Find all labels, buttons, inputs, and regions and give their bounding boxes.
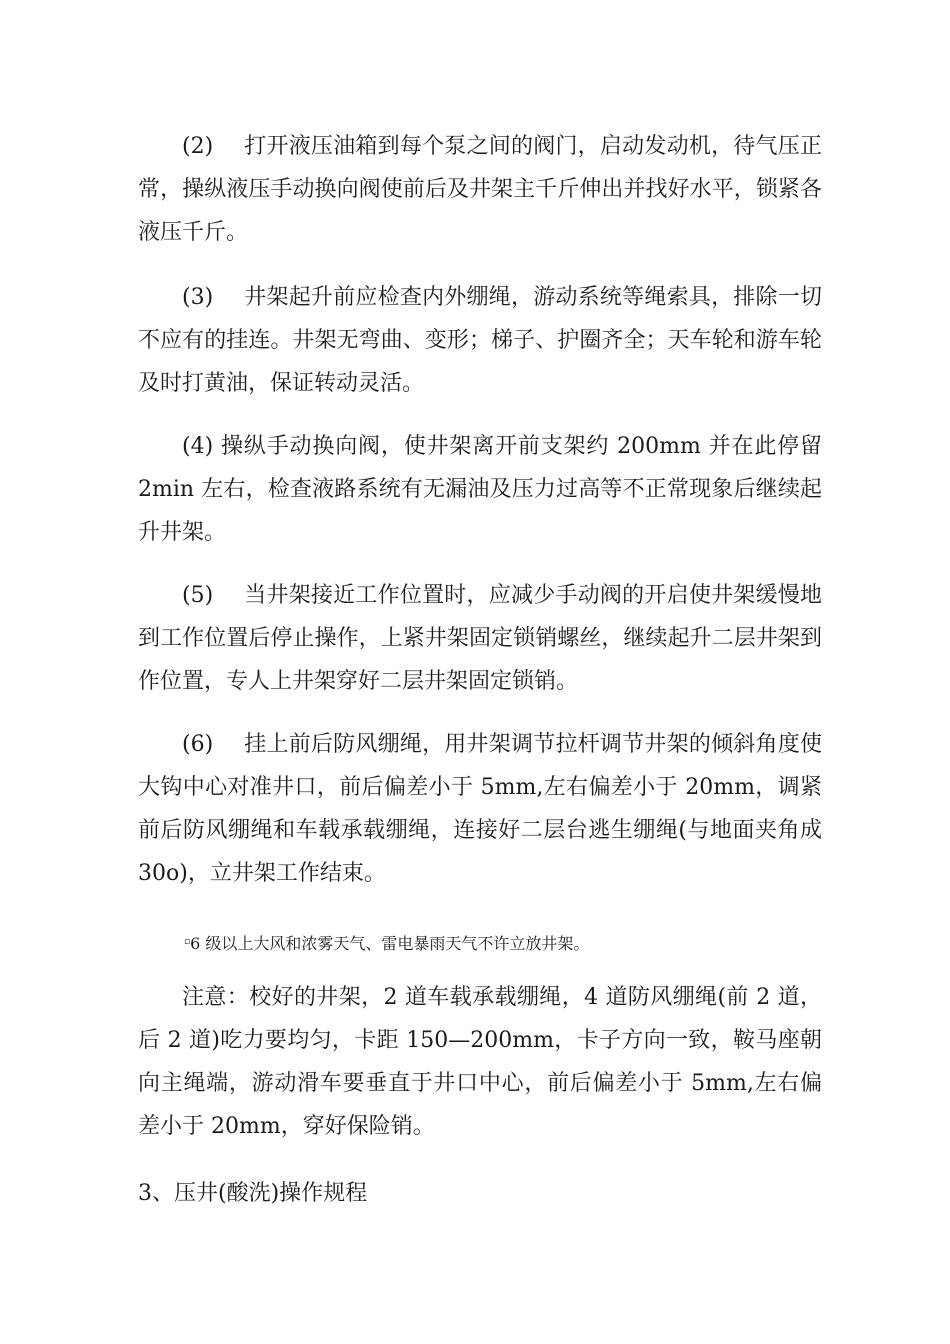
paragraph-text: 井架起升前应检查内外绷绳，游动系统等绳索具，排除一切不应有的挂连。井架无弯曲、变形；梯子、护圈齐全；天车轮和游车轮及时打黄油，保证转动灵活。 [138, 285, 822, 396]
paragraph-2 [138, 125, 822, 254]
paragraph-5 [138, 574, 822, 703]
item-number: (5) [182, 583, 214, 608]
item-number: (2) [182, 134, 214, 159]
note-text: 6 级以上大风和浓雾天气、雷电暴雨天气不许立放井架。 [190, 934, 590, 953]
item-number: (6) [182, 732, 214, 757]
caution-paragraph: 注意：校好的井架，2 道车载承载绷绳，4 道防风绷绳(前 2 道，后 2 道)吃力要均匀，卡距 150—200mm，卡子方向一致，鞍马座朝向主绳端，游动滑车要垂直于井口中心，前后偏差小于 5mm,左右偏差小于 20mm，穿好保险销。 [138, 985, 822, 1139]
section-heading: 3、压井(酸洗)操作规程 [138, 1181, 368, 1206]
paragraph-text: 挂上前后防风绷绳，用井架调节拉杆调节井架的倾斜角度使大钩中心对准井口，前后偏差小于 5mm,左右偏差小于 20mm，调紧前后防风绷绳和车载承载绷绳，连接好二层台逃生绷绳(与地面夹角成 30o)，立井架工作结束。 [138, 732, 822, 886]
note-marker: ▫ [184, 937, 191, 947]
paragraph-text: 打开液压油箱到每个泵之间的阀门，启动发动机，待气压正常，操纵液压手动换向阀使前后及井架主千斤伸出并找好水平，锁紧各液压千斤。 [138, 134, 822, 245]
paragraph-3 [138, 276, 822, 405]
paragraph-4 [138, 425, 822, 554]
paragraph-6 [138, 723, 822, 895]
item-number: (3) [182, 285, 214, 310]
item-number: (4) [182, 434, 214, 459]
paragraph-text: 当井架接近工作位置时，应减少手动阀的开启使井架缓慢地到工作位置后停止操作，上紧井架固定锁销螺丝，继续起升二层井架到作位置，专人上井架穿好二层井架固定锁销。 [138, 583, 822, 694]
paragraph-text: 操纵手动换向阀，使井架离开前支架约 200mm 并在此停留 2min 左右，检查液路系统有无漏油及压力过高等不正常现象后继续起升井架。 [138, 434, 823, 545]
weather-note [184, 930, 589, 956]
